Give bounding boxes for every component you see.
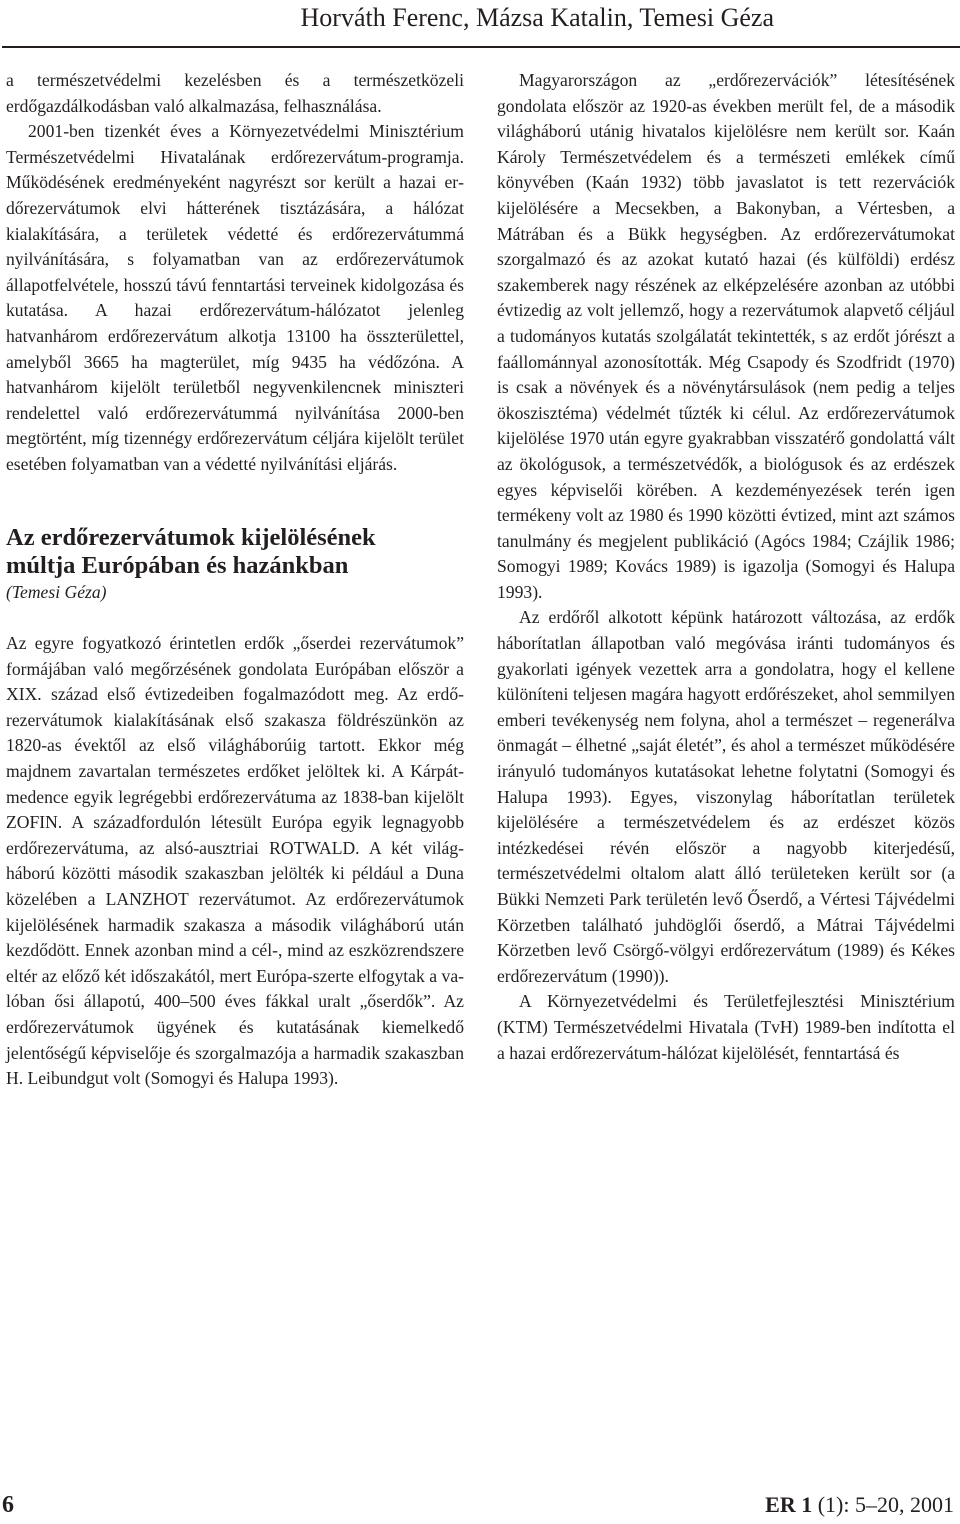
running-header-authors: Horváth Ferenc, Mázsa Katalin, Temesi Géza [300, 3, 774, 32]
paragraph-european-history: Az egyre fogyatkozó érintetlen erdők „őserdei rezervátumok” formájában való megőrzésének gondolata Európában először a XIX. század első évtizedeiben fogalmazódott meg. Az erdőrezervátumok kialakításának első szakasza földrészünkön az 1820-as évektől az első világháborúig tartott. Ekkor még majdnem zavartalan természetes erdőket jelöltek ki. A Kárpátmedence egyik legrégebbi erdőrezervátuma az 1838-ban kijelölt ZOFIN. A századfordulón létesült Európa egyik legnagyobb erdőrezervátuma, az alsó-ausztriai ROTWALD. A két világháború közötti második szakaszban jelölték ki például a Duna közelében a LANZHOT rezervátumot. Az erdőrezervátumok kijelölésének harmadik szakasza a második világháború után kezdődött. Ennek azonban mind a cél-, mind az eszközrendszere eltér az előző két időszakától, mert Európa-szerte elfogytak a valóban ősi állapotú, 400–500 éves fákkal uralt „őserdők”. Az erdőrezervátumok ügyének és kutatásának kiemelkedő jelentőségű képviselője és szorgalmazója a harmadik szakaszban H. Leibundgut volt (Somogyi és Halupa 1993). [6, 633, 464, 1089]
section-heading [6, 524, 464, 580]
paragraph-hungary-history: Magyarországon az „erdőrezervációk” létesítésének gondolata először az 1920-as években merült fel, de a második világháború utánig hivatalos kijelölésre nem került sor. Kaán Károly Természetvédelem és a természeti emlékek című könyvében (Kaán 1932) több javaslatot is tett rezervációk kijelölésére a Mecsekben, a Bakonyban, a Vértesben, a Mátrában és a Bükk hegységben. Az erdőrezervátumokat szorgalmazó és az azokat kutató hazai (és külföldi) erdész szakemberek nagy részének az elképzelésére azonban az utóbbi évtizedig az volt jellemző, hogy a rezervátumok alapvető céljául a tudományos kutatás szolgálatát tekintették, s az erdőt jórészt a faállománnyal azonosították. Még Csapody és Szodfridt (1970) is csak a növények és a növénytársulások (nem pedig a teljes ökoszisztéma) védelmét tűzték ki célul. Az erdőrezervátumok kijelölése 1970 után egyre gyakrabban visszatérő gondolattá vált az ökológusok, a természetvédők, a biológusok és az erdészek egyes képviselői körében. A kezdeményezések terén igen termékeny volt az 1980 és 1990 közötti évtized, mint azt számos tanulmány és megjelent publikáció (Agócs 1984; Czájlik 1986; Somogyi 1989; Kovács 1989) is igazolja (Somogyi és Halupa 1993). [497, 70, 955, 602]
paragraph-ktm-network: A Környezetvédelmi és Területfejlesztési Minisztérium (KTM) Természetvédelmi Hivatala (TvH) 1989-ben indította el a hazai erdőrezervátum-hálózat kijelölését, fenntartásá és [497, 991, 955, 1063]
page-number: 6 [2, 1492, 14, 1518]
paragraph-program-results: 2001-ben tizenkét éves a Környezetvédelmi Minisztérium Természetvédelmi Hivatalának erdőrezervátum-programja. Működésének eredményeként nagyrészt sor került a hazai erdőrezervátumok elvi hátterének tisztázására, a hálózat kialakítására, a területek védetté és erdőrezervátummá nyilvánítására, s folyamatban van az erdőrezervátumok állapotfelvétele, hosszú távú fenntartási terveinek kidolgozása és kutatása. A hazai erdőrezervátum-hálózatot jelenleg hatvanhárom erdőrezervátum alkotja 13100 ha összterülettel, amelyből 3665 ha magterület, míg 9435 ha védőzóna. A hatvanhárom kijelölt területből negyvenkilencnek miniszteri rendelettel való erdőrezervátummá nyilvánítása 2000-ben megtörtént, míg tizennégy erdőrezervátum céljára kijelölt terület esetében folyamatban van a védetté nyilvánítási eljárás. [6, 121, 464, 474]
journal-issue: (1): 5–20, 2001 [812, 1492, 954, 1517]
right-column [497, 68, 955, 1066]
left-column [6, 68, 464, 1092]
header-rule [2, 46, 960, 48]
journal-name: ER 1 [765, 1492, 813, 1517]
paragraph-continuation: a természetvédelmi kezelésben és a természetközeli erdőgazdálkodásban való alkalmazása, felhasználása. [6, 70, 464, 116]
journal-citation [765, 1491, 954, 1519]
section-author: (Temesi Géza) [6, 581, 107, 602]
paragraph-forest-view-change: Az erdőről alkotott képünk határozott változása, az erdők háborítatlan állapotban való megóvása iránti tudományos és gyakorlati igények vezettek arra a gondolatra, hogy el kellene különíteni teljesen magára hagyott erdőrészeket, ahol semmilyen emberi tevékenység nem folyna, ahol a természet – regenerálva önmagát – élhetné „saját életét”, és ahol a természet működésére irányuló tudományos kutatásokat lehetne folytatni (Somogyi és Halupa 1993). Egyes, viszonylag háborítatlan területek kijelölésére a természetvédelem és az erdészet közös intézkedései révén először a nagyobb kiterjedésű, természetvédelmi oltalom alatt álló területeken került sor (a Bükki Nemzeti Park területén levő Őserdő, a Vértesi Tájvédelmi Körzetben található juhdöglői őserdő, a Mátrai Tájvédelmi Körzetben levő Csörgő-völgyi erdőrezervátum (1989) és Kékes erdőrezervátum (1990)). [497, 607, 955, 986]
section-heading-line-1: Az erdőrezervátumok kijelölésének [6, 523, 376, 551]
running-header [0, 0, 960, 50]
page-footer [0, 1490, 960, 1524]
section-heading-line-2: múltja Európában és hazánkban [6, 551, 349, 579]
